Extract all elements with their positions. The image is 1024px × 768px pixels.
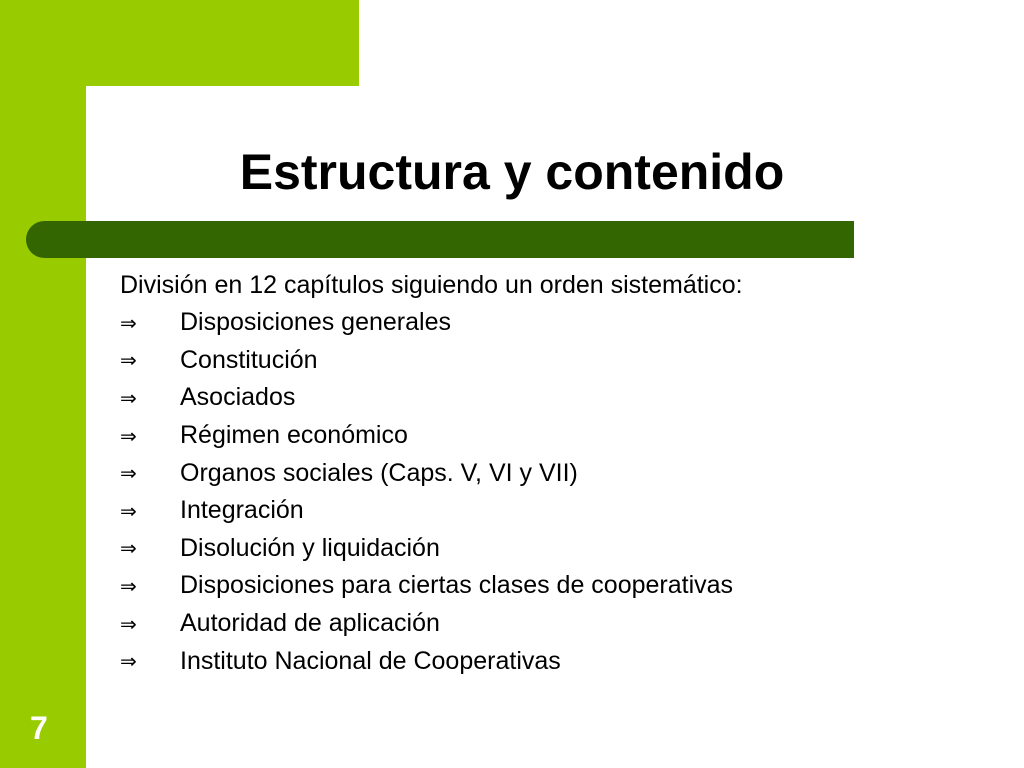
list-item bbox=[120, 530, 733, 568]
list-item bbox=[120, 605, 733, 643]
list-item bbox=[120, 304, 733, 342]
list-item bbox=[120, 567, 733, 605]
list-item-label: Asociados bbox=[180, 383, 296, 412]
double-arrow-icon: ⇒ bbox=[120, 611, 137, 636]
slide-title: Estructura y contenido bbox=[239, 144, 785, 200]
list-item bbox=[120, 342, 733, 380]
intro-text: División en 12 capítulos siguiendo un orden sistemático: bbox=[120, 271, 743, 299]
list-item-label: Integración bbox=[180, 496, 304, 525]
double-arrow-icon: ⇒ bbox=[120, 385, 137, 410]
list-item-label: Instituto Nacional de Cooperativas bbox=[180, 646, 561, 675]
double-arrow-icon: ⇒ bbox=[120, 649, 137, 674]
chapter-list bbox=[120, 304, 733, 680]
double-arrow-icon: ⇒ bbox=[120, 348, 137, 373]
double-arrow-icon: ⇒ bbox=[120, 536, 137, 561]
title-underline-bar bbox=[26, 221, 854, 258]
list-item bbox=[120, 492, 733, 530]
double-arrow-icon: ⇒ bbox=[120, 498, 137, 523]
page-number: 7 bbox=[30, 710, 48, 746]
list-item-label: Constitución bbox=[180, 345, 318, 374]
double-arrow-icon: ⇒ bbox=[120, 461, 137, 486]
list-item-label: Organos sociales (Caps. V, VI y VII) bbox=[180, 458, 578, 487]
list-item-label: Disposiciones generales bbox=[180, 308, 451, 337]
list-item bbox=[120, 379, 733, 417]
double-arrow-icon: ⇒ bbox=[120, 573, 137, 598]
double-arrow-icon: ⇒ bbox=[120, 310, 137, 335]
green-accent-left bbox=[0, 0, 86, 768]
list-item-label: Régimen económico bbox=[180, 421, 408, 450]
list-item-label: Disolución y liquidación bbox=[180, 533, 440, 562]
list-item-label: Autoridad de aplicación bbox=[180, 609, 440, 638]
list-item bbox=[120, 642, 733, 680]
double-arrow-icon: ⇒ bbox=[120, 423, 137, 448]
list-item bbox=[120, 417, 733, 455]
list-item-label: Disposiciones para ciertas clases de cooperativas bbox=[180, 571, 734, 600]
list-item bbox=[120, 454, 733, 492]
